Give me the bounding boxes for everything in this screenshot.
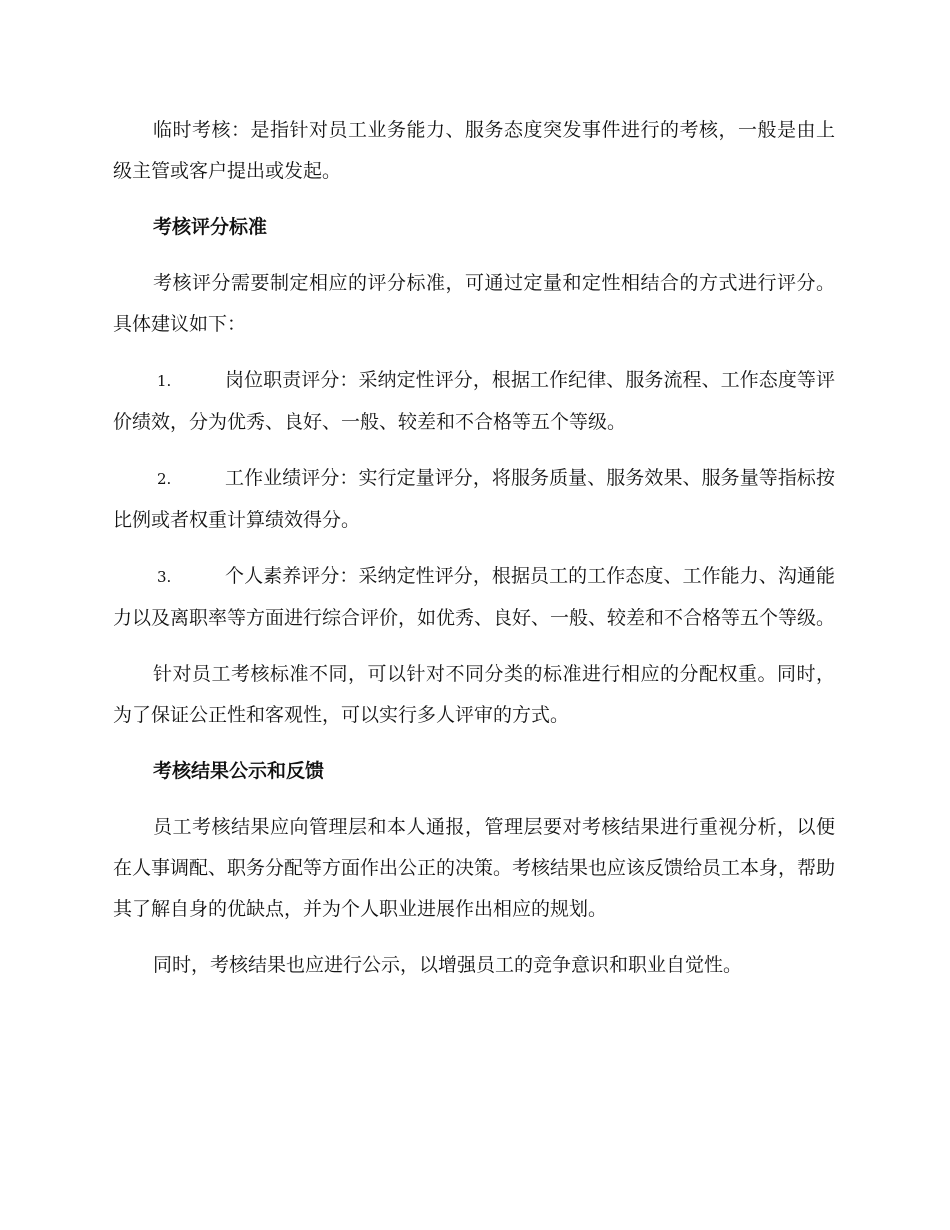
- list-item-number: 2.: [157, 470, 172, 488]
- results-paragraph-2: 同时，考核结果也应进行公示，以增强员工的竞争意识和职业自觉性。: [153, 954, 743, 976]
- scoring-lead-paragraph: 考核评分需要制定相应的评分标准，可通过定量和定性相结合的方式进行评分。具体建议如下：: [113, 272, 835, 335]
- list-item: [113, 458, 835, 541]
- list-item-number: 1.: [157, 372, 172, 390]
- document-page: [113, 110, 835, 1001]
- section-heading-results-feedback: 考核结果公示和反馈: [153, 760, 325, 782]
- list-item-number: 3.: [157, 568, 172, 586]
- results-paragraph-1: 员工考核结果应向管理层和本人通报，管理层要对考核结果进行重视分析，以便在人事调配、职务分配等方面作出公正的决策。考核结果也应该反馈给员工本身，帮助其了解自身的优缺点，并为个人职业进展作出相应的规划。: [113, 816, 836, 920]
- list-item: [113, 556, 835, 639]
- list-item-text: 工作业绩评分：实行定量评分，将服务质量、服务效果、服务量等指标按比例或者权重计算绩效得分。: [113, 467, 835, 531]
- scoring-closing-paragraph: 针对员工考核标准不同，可以针对不同分类的标准进行相应的分配权重。同时，为了保证公正性和客观性，可以实行多人评审的方式。: [113, 663, 835, 726]
- list-item: [113, 360, 835, 443]
- section-heading-scoring-standards: 考核评分标准: [153, 216, 268, 238]
- list-item-text: 个人素养评分：采纳定性评分，根据员工的工作态度、工作能力、沟通能力以及离职率等方面进行综合评价，如优秀、良好、一般、较差和不合格等五个等级。: [113, 565, 836, 629]
- list-item-text: 岗位职责评分：采纳定性评分，根据工作纪律、服务流程、工作态度等评价绩效，分为优秀、良好、一般、较差和不合格等五个等级。: [113, 369, 835, 433]
- intro-paragraph: 临时考核：是指针对员工业务能力、服务态度突发事件进行的考核，一般是由上级主管或客户提出或发起。: [113, 119, 835, 182]
